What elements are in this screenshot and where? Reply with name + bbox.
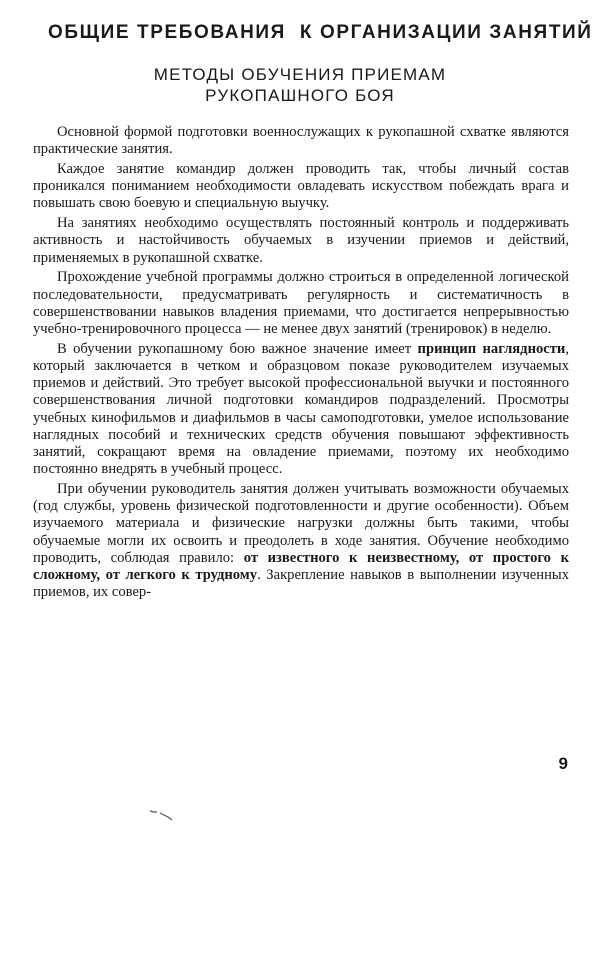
paragraph-2: Каждое занятие командир должен проводить так, чтобы личный состав проникался пониманием необходимости овладевать искусством побеждать врага и повышать свою боевую и специальную выучку. (33, 161, 569, 212)
paragraph-4: Прохождение учебной программы должно строиться в определенной логической последовательности, предусматривать регулярность и систематичность в совершенствовании навыков владения приемами, что достигается непрерывностью учебно-тренировочного процесса — не менее двух занятий (тренировок) в неделю. (33, 269, 569, 338)
ink-smudge (148, 808, 178, 822)
body-text (33, 124, 569, 604)
chapter-heading-part2: К ОРГАНИЗАЦИИ ЗАНЯТИЙ (299, 22, 593, 43)
paragraph-6-bold-rule: от известного к неизвестному, от простого к сложному, от легкого к трудному (33, 549, 569, 584)
paragraph-6-text-before: При обучении руководитель занятия должен учитывать возможности обучаемых (год службы, уровень физической подготовленности и другие особенности). Объем изучаемого материала и физические нагрузки должны быть такими, чтобы обучаемые могли их освоить и преодолеть в ходе занятия. Обучение необходимо проводить, соблюдая правило: (33, 481, 569, 566)
paragraph-5-bold-term: принцип наглядности (417, 340, 566, 357)
paragraph-6-text-after: . Закрепление навыков в выполнении изученных приемов, их совер- (33, 567, 569, 601)
chapter-heading (48, 22, 593, 44)
paragraph-5-text-before: В обучении рукопашному бою важное значение имеет (57, 340, 418, 357)
section-title-line2: РУКОПАШНОГО БОЯ (205, 86, 395, 105)
paragraph-3: На занятиях необходимо осуществлять постоянный контроль и поддерживать активность и настойчивость обучаемых в изучении приемов и действий, применяемых в рукопашной схватке. (33, 215, 569, 266)
section-title (60, 64, 540, 106)
page-number: 9 (558, 754, 568, 773)
section-title-line1: МЕТОДЫ ОБУЧЕНИЯ ПРИЕМАМ (153, 65, 447, 84)
paragraph-6 (33, 481, 569, 601)
paragraph-5 (33, 341, 569, 479)
chapter-heading-part1: ОБЩИЕ ТРЕБОВАНИЯ (48, 22, 286, 43)
paragraph-1: Основной формой подготовки военнослужащих к рукопашной схватке являются практические занятия. (33, 124, 569, 158)
paragraph-5-text-after: , который заключается в четком и образцовом показе руководителем изучаемых приемов и действий. Это требует высокой профессиональной выучки и постоянного совершенствования личной подготовки командиров подразделений. Просмотры учебных кинофильмов и диафильмов в часы самоподготовки, умелое использование наглядных пособий и технических средств обучения повышают эффективность занятий, сокращают время на овладение приемами, поэтому их необходимо постоянно внедрять в учебный процесс. (33, 340, 569, 478)
